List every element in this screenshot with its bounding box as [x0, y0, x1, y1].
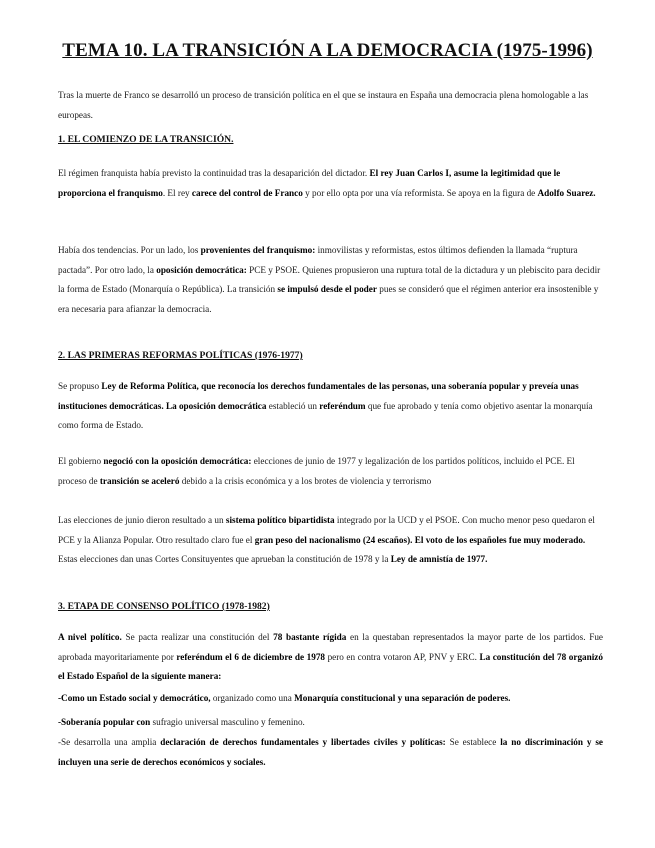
bold-text-run: A nivel político.	[58, 632, 122, 642]
section-heading-2: 2. LAS PRIMERAS REFORMAS POLÍTICAS (1976-1977)	[58, 350, 303, 361]
text-run: Había dos tendencias. Por un lado, los	[58, 245, 201, 255]
text-run: sufragio universal masculino y femenino.	[150, 717, 305, 727]
section-3-item-3	[58, 733, 603, 772]
text-run: debido a la crisis económica y a los brotes de violencia y terrorismo	[179, 475, 432, 486]
section-1-paragraph-1	[58, 164, 603, 203]
bold-text-run: Ley de Reforma Política, que reconocía los derechos fundamentales de las personas, una soberanía popular y preveía unas instituciones democráticas. La oposición democrática	[58, 381, 579, 411]
bold-text-run: carece del control de Franco	[191, 187, 303, 198]
bold-text-run: -Soberanía popular con	[58, 717, 151, 727]
section-heading-3: 3. ETAPA DE CONSENSO POLÍTICO (1978-1982)	[58, 601, 270, 612]
bold-text-run: referéndum el 6 de diciembre de 1978	[176, 651, 326, 662]
bold-text-run: referéndum	[319, 400, 366, 411]
text-run: Las elecciones de junio dieron resultado a un	[58, 515, 226, 525]
bold-text-run: declaración de derechos fundamentales y libertades civiles y políticas:	[160, 737, 446, 747]
bold-text-run: la no discriminación y se incluyen una serie de derechos económicos y sociales.	[58, 737, 603, 767]
text-run: Se propuso	[58, 381, 102, 391]
text-run: inmovilistas y reformistas, estos últimos defienden la llamada “ruptura pactada”. Por otro lado, la	[58, 245, 578, 275]
bold-text-run: El rey Juan Carlos I, asume la legitimidad que le proporciona el franquismo	[58, 168, 561, 198]
bold-text-run: negoció con la oposición democrática:	[103, 456, 252, 466]
text-run: integrado por la UCD y el PSOE. Con mucho menor peso quedaron el PCE y la Alianza Popular. Otro resultado claro fue el	[58, 515, 595, 545]
text-run: y por ello opta por una vía reformista. Se apoya en la figura de	[302, 187, 538, 198]
text-run: El régimen franquista había previsto la continuidad tras la desaparición del dictador.	[58, 168, 370, 178]
text-run: organizado como una	[210, 693, 295, 703]
text-run: pues se consideró que el régimen anterior era insostenible y era necesaria para afianzar la democracia.	[58, 284, 599, 314]
text-run: en la questaban representados la mayor parte de los partidos. Fue aprobada mayoritariamente por	[58, 632, 603, 662]
text-run: pero en contra votaron AP, PNV y ERC.	[325, 651, 480, 662]
section-heading-1: 1. EL COMIENZO DE LA TRANSICIÓN.	[58, 134, 234, 145]
bold-text-run: oposición democrática:	[156, 264, 247, 275]
bold-text-run: sistema político bipartidista	[225, 515, 335, 525]
text-run: Tras la muerte de Franco se desarrolló un proceso de transición política en el que se instaura en España una democracia plena homologable a las europeas.	[58, 90, 589, 120]
text-run: PCE y PSOE. Quienes propusieron una ruptura total de la dictadura y un plebiscito para decidir la forma de Estado (Monarquía o República). La transición	[58, 264, 601, 294]
page-title: TEMA 10. LA TRANSICIÓN A LA DEMOCRACIA (1975-1996)	[62, 40, 593, 61]
text-run: Estas elecciones dan unas Cortes Consituyentes que aprueban la constitución de 1978 y la	[58, 554, 391, 564]
section-2-paragraph-2	[58, 452, 603, 491]
text-run: . El rey	[162, 187, 192, 198]
text-run: El gobierno	[58, 456, 104, 466]
text-run: Se pacta realizar una constitución del	[121, 632, 274, 642]
section-2-paragraph-3	[58, 511, 603, 570]
bold-text-run: -Como un Estado social y democrático,	[58, 693, 211, 703]
section-1-paragraph-2	[58, 241, 603, 319]
bold-text-run: gran peso del nacionalismo (24 escaños). El voto de los españoles fue muy moderado.	[254, 534, 586, 545]
bold-text-run: 78 bastante rígida	[273, 632, 347, 642]
text-run: Se establece	[445, 737, 501, 747]
section-3-item-1	[58, 689, 603, 709]
bold-text-run: se impulsó desde el poder	[277, 284, 377, 294]
section-3-item-2	[58, 713, 603, 733]
intro-paragraph	[58, 86, 603, 125]
bold-text-run: Ley de amnistía de 1977.	[390, 554, 488, 564]
bold-text-run: Monarquía constitucional y una separación de poderes.	[294, 693, 511, 703]
section-2-paragraph-1	[58, 377, 603, 436]
text-run: elecciones de junio de 1977 y legalización de los partidos políticos, incluido el PCE. El proceso de	[58, 456, 575, 486]
bold-text-run: La constitución del 78 organizó el Estado Español de la siguiente manera:	[58, 651, 603, 681]
bold-text-run: provenientes del franquismo:	[200, 245, 316, 255]
text-run: -Se desarrolla una amplia	[58, 737, 161, 747]
text-run: estableció un	[266, 400, 320, 411]
section-3-paragraph-1	[58, 628, 603, 687]
bold-text-run: Adolfo Suarez.	[537, 187, 596, 198]
text-run: que fue aprobado y tenía como objetivo asentar la monarquía como forma de Estado.	[58, 400, 593, 430]
bold-text-run: transición se aceleró	[99, 475, 180, 486]
